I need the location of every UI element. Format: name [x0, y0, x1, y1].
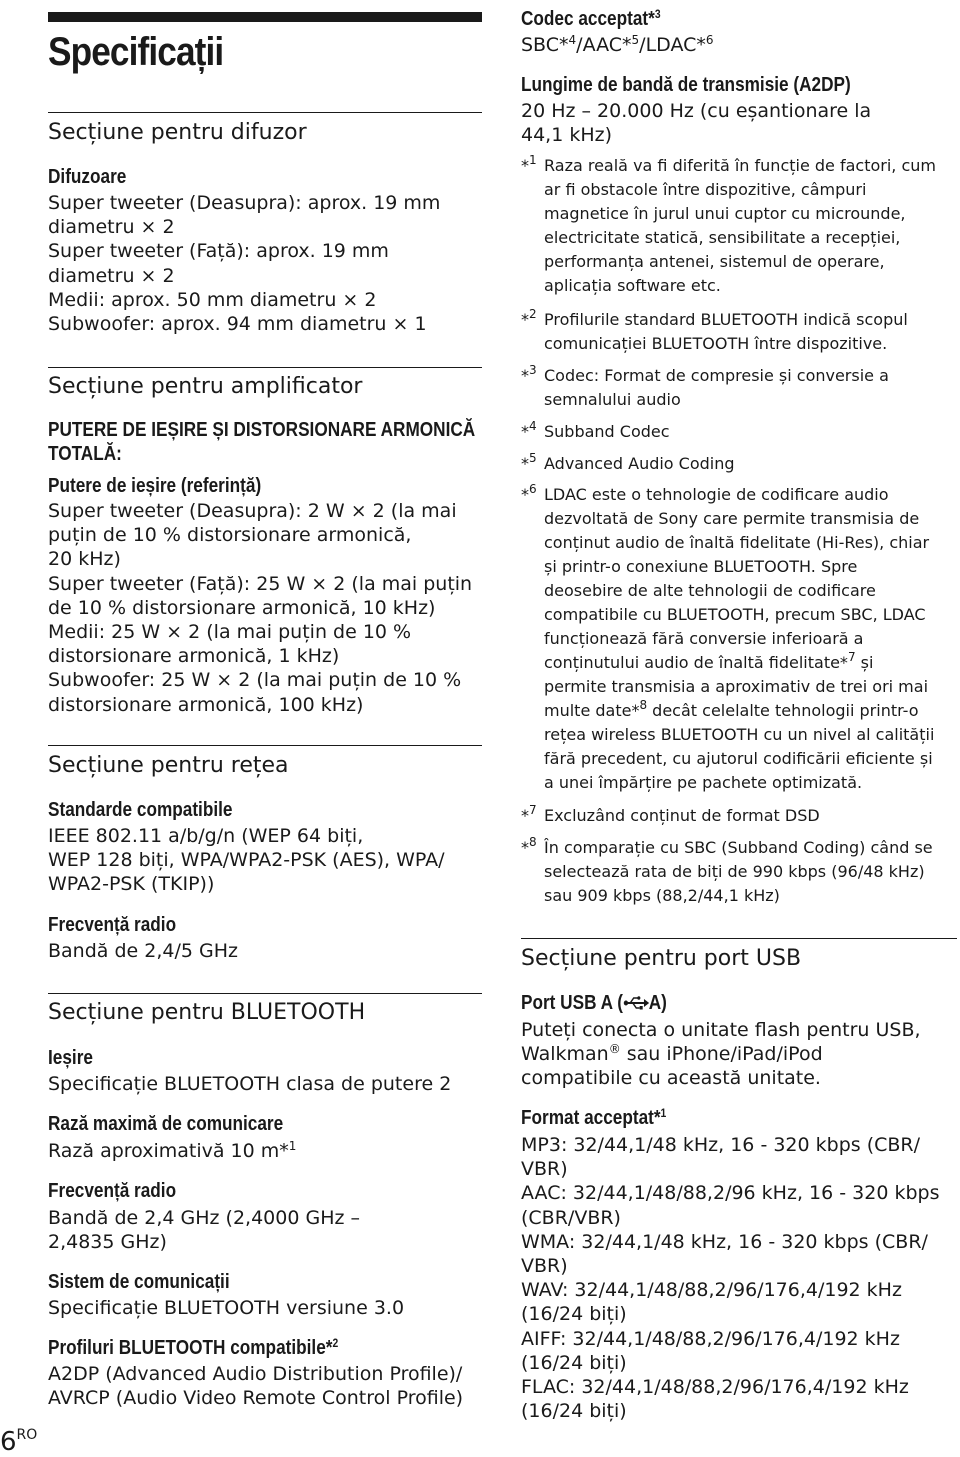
footnote-text: Advanced Audio Coding: [544, 454, 735, 473]
footnote: [521, 420, 957, 446]
band-sub: Lungime de bandă de transmisie (A2DP): [521, 74, 851, 96]
bluetooth-text5: A2DP (Advanced Audio Distribution Profile)/ AVRCP (Audio Video Remote Control Profile): [48, 1363, 464, 1410]
footnote-text: Excluzând conținut de format DSD: [544, 806, 820, 825]
bluetooth-heading: Secțiune pentru BLUETOOTH: [48, 1000, 366, 1025]
divider: [521, 938, 957, 939]
bluetooth-text1: Specificație BLUETOOTH clasa de putere 2: [48, 1073, 452, 1095]
network-sub2: Frecvență radio: [48, 914, 177, 936]
footnote: [521, 364, 957, 414]
footnote-mark: *$^3$: [521, 363, 537, 385]
top-bar: [48, 12, 482, 22]
usb-sub2: Format acceptat*$^1$: [521, 1106, 667, 1129]
bluetooth-text4: Specificație BLUETOOTH versiune 3.0: [48, 1297, 405, 1319]
codec-text: SBC*$^4$/AAC*$^5$/LDAC*$^6$: [521, 33, 714, 56]
bluetooth-sub3: Frecvență radio: [48, 1180, 177, 1202]
bluetooth-sub2: Rază maximă de comunicare: [48, 1113, 284, 1135]
divider: [48, 367, 482, 368]
footnote-text: În comparație cu SBC (Subband Coding) când se selectează rata de biți de 990 kbps (96/48 kHz) sau 909 kbps (88,2/44,1 kHz): [544, 838, 933, 905]
page-title: Specificații: [48, 30, 224, 74]
speaker-heading: Secțiune pentru difuzor: [48, 120, 307, 145]
footnote: [521, 483, 957, 798]
footnote-mark: *$^8$: [521, 835, 537, 857]
usb-heading: Secțiune pentru port USB: [521, 946, 802, 971]
divider: [48, 993, 482, 994]
footnote-text: Raza reală va fi diferită în funcție de factori, cum ar fi obstacole între dispozitive, câmpuri magnetice în jurul unui cuptor cu microunde, electricitate statică, sensibilitate a recepției, performanța antenei, sistemul de operare, aplicația software etc.: [544, 156, 936, 295]
bluetooth-sub1: Ieșire: [48, 1047, 93, 1069]
usb-icon: [623, 995, 649, 1011]
footnote: [521, 154, 957, 304]
footnote-mark: *$^7$: [521, 803, 537, 825]
divider: [48, 745, 482, 746]
bluetooth-sub4: Sistem de comunicații: [48, 1271, 230, 1293]
speaker-sub: Difuzoare: [48, 166, 127, 188]
footnote-mark: *$^6$: [521, 482, 537, 504]
amplifier-sub1: PUTERE DE IEȘIRE ȘI DISTORSIONARE ARMONICĂ TOTALĂ:: [48, 419, 476, 465]
network-text2: Bandă de 2,4/5 GHz: [48, 940, 238, 962]
usb-sub1: Port USB A ( A): [521, 992, 667, 1014]
footnote-mark: *$^1$: [521, 153, 537, 175]
footnote-text: Profilurile standard BLUETOOTH indică scopul comunicației BLUETOOTH între dispozitive.: [544, 310, 908, 353]
footnote: [521, 452, 957, 478]
footnote-mark: *$^5$: [521, 451, 537, 473]
footnote: [521, 308, 957, 358]
amplifier-heading: Secțiune pentru amplificator: [48, 374, 363, 399]
bluetooth-text3: Bandă de 2,4 GHz (2,4000 GHz – 2,4835 GHz): [48, 1207, 360, 1254]
footnote-text: Codec: Format de compresie și conversie a semnalului audio: [544, 366, 889, 409]
network-heading: Secțiune pentru rețea: [48, 753, 289, 778]
bluetooth-text2: Rază aproximativă 10 m*$^1$: [48, 1139, 297, 1162]
footnote: [521, 804, 957, 830]
page-number: $6^{RO}$: [0, 1427, 38, 1457]
amplifier-text: Super tweeter (Deasupra): 2 W × 2 (la mai puțin de 10 % distorsionare armonică, 20 kHz) Super tweeter (Față): 25 W × 2 (la mai puțin de 10 % distorsionare armonică, 10 kHz) Medii: 25 W × 2 (la mai puțin de 10 % distorsionare armonică, 1 kHz) Subwoofer: 25 W × 2 (la mai puțin de 10 % distorsionare armonică, 100 kHz): [48, 500, 473, 716]
usb-text1: Puteți conecta o unitate flash pentru USB, Walkman® sau iPhone/iPad/iPod compatibile cu această unitate.: [521, 1019, 921, 1090]
bluetooth-sub5: Profiluri BLUETOOTH compatibile*$^2$: [48, 1336, 339, 1359]
divider: [48, 112, 482, 113]
footnote-text: LDAC este o tehnologie de codificare audio dezvoltată de Sony care permite transmisia de conținut audio de înaltă fidelitate (Hi-Res), chiar și printr-o conexiune BLUETOOTH. Spre deosebire de alte tehnologii de codificare compatibile cu BLUETOOTH, precum SBC, LDAC funcționează fără conversie inferioară a conținutului audio de înaltă fidelitate*$^7$ și permite transmisia a aproximativ de trei ori mai multe date*$^8$ decât celelalte tehnologii printr-o rețea wireless BLUETOOTH cu un nivel al calității fără precedent, cu ajutorul codificării eficiente și a unei împărțire pe pachete optimizată.: [544, 485, 935, 792]
footnote: [521, 836, 957, 911]
footnote-mark: *$^2$: [521, 307, 537, 329]
usb-text2: MP3: 32/44,1/48 kHz, 16 - 320 kbps (CBR/ VBR) AAC: 32/44,1/48/88,2/96 kHz, 16 - 320 kbps (CBR/VBR) WMA: 32/44,1/48 kHz, 16 - 320 kbps (CBR/ VBR) WAV: 32/44,1/48/88,2/96/176,4/192 kHz (16/24 biți) AIFF: 32/44,1/48/88,2/96/176,4/192 kHz (16/24 biți) FLAC: 32/44,1/48/88,2/96/176,4/192 kHz (16/24 biți): [521, 1134, 940, 1423]
band-text: 20 Hz – 20.000 Hz (cu eșantionare la 44,1 kHz): [521, 100, 872, 147]
footnote-text: Subband Codec: [544, 422, 670, 441]
network-text1: IEEE 802.11 a/b/g/n (WEP 64 biți, WEP 128 biți, WPA/WPA2-PSK (AES), WPA/ WPA2-PSK (TKIP)): [48, 825, 445, 896]
speaker-text: Super tweeter (Deasupra): aprox. 19 mm diametru × 2 Super tweeter (Față): aprox. 19 mm diametru × 2 Medii: aprox. 50 mm diametru × 2 Subwoofer: aprox. 94 mm diametru × 1: [48, 192, 441, 336]
amplifier-sub2: Putere de ieșire (referință): [48, 475, 262, 497]
codec-sub: Codec acceptat*$^3$: [521, 7, 661, 30]
network-sub1: Standarde compatibile: [48, 799, 233, 821]
footnote-mark: *$^4$: [521, 419, 537, 441]
